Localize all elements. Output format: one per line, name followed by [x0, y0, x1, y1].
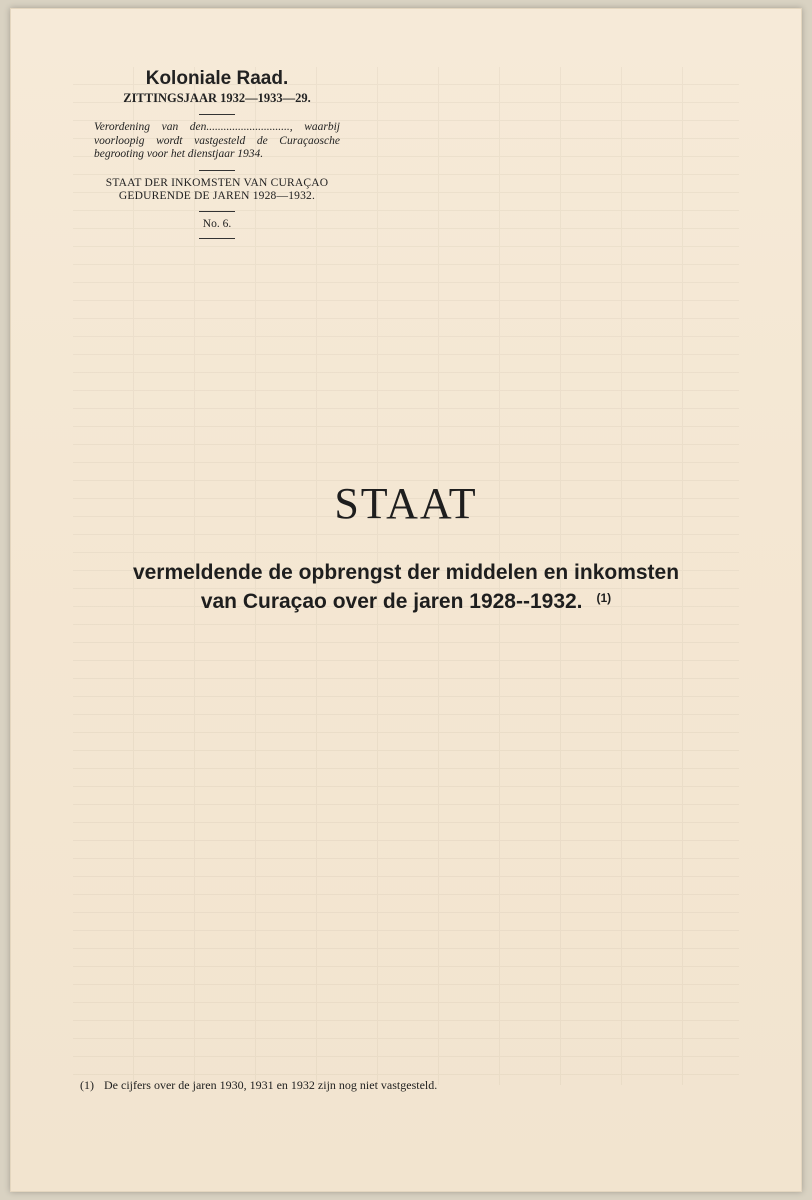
footnote-text: De cijfers over de jaren 1930, 1931 en 1932 zijn nog niet vastgesteld. — [104, 1078, 438, 1092]
footnote-reference: (1) — [596, 591, 612, 605]
subtitle-line-1: vermeldende de opbrengst der middelen en inkomsten — [132, 561, 680, 584]
footnote-marker: (1) — [80, 1078, 94, 1092]
statement-line-2: GEDURENDE DE JAREN 1928—1932. — [118, 189, 316, 202]
subtitle-line-2 — [10, 590, 802, 614]
main-title: STAAT — [334, 479, 478, 528]
document-page — [10, 8, 802, 1192]
statement-line-1: STAAT DER INKOMSTEN VAN CURAÇAO — [105, 176, 329, 189]
session-year: ZITTINGSJAAR 1932—1933—29. — [123, 91, 311, 105]
document-number: No. 6. — [202, 217, 232, 230]
header-block — [86, 68, 348, 245]
council-title: Koloniale Raad. — [145, 68, 289, 89]
divider — [199, 170, 235, 171]
ordinance-text: Verordening van den............................., waarbij voorloopig wordt vastgesteld de Curaçaosche begrooting voor het dienstjaar 1934. — [94, 121, 340, 160]
footnote — [80, 1078, 437, 1093]
subtitle-line-2-text: van Curaçao over de jaren 1928--1932. — [200, 590, 583, 613]
divider — [199, 211, 235, 212]
divider — [199, 238, 235, 239]
divider — [199, 114, 235, 115]
